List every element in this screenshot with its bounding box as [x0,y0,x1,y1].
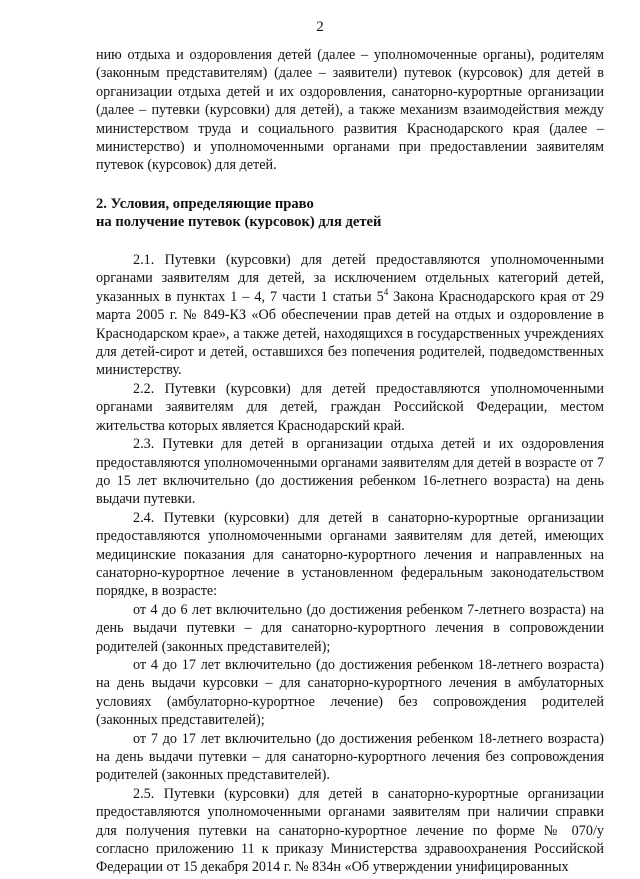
paragraph-2-4-age-range-3: от 7 до 17 лет включительно (до достижения ребенком 18-летнего возраста) на день выдачи путевки – для санаторно-курортного лечения без сопровождения родителей (законных представителей). [96,730,604,784]
paragraph-2-2: 2.2. Путевки (курсовки) для детей предоставляются уполномоченными органами заявителям для детей, граждан Российской Федерации, местом жительства которых является Краснодарский край. [96,380,604,434]
paragraph-2-4-age-range-2: от 4 до 17 лет включительно (до достижения ребенком 18-летнего возраста) на день выдачи курсовки – для санаторно-курортного лечения в амбулаторных условиях (амбулаторно-курортное лечение) без сопровождения родителей (законных представителей); [96,656,604,729]
paragraph-2-1-text-start: 2.1. Путевки (курсовки) для детей предоставляются уполномоченными органами заявителям для детей, за исключением отдельных категорий детей, указанных в пунктах 1 – 4, 7 части 1 статьи 5 [96,252,604,305]
document-body [96,46,604,877]
paragraph-2-1-text-end: Закона Краснодарского края от 29 марта 2005 г. № 849-КЗ «Об обеспечении прав детей на отдых и оздоровление в Краснодарском крае», а также детей, находящихся в государственных учреждениях для детей-сирот и детей, оставшихся без попечения родителей, подведомственных министерству. [96,288,604,379]
page-number: 2 [316,19,324,35]
paragraph-2-4: 2.4. Путевки (курсовки) для детей в санаторно-курортные организации предоставляются уполномоченными органами заявителям для детей, имеющих медицинские показания для санаторно-курортного лечения и направленных на санаторно-курортное лечение в установленном федеральным законодательством порядке, в возрасте: [96,509,604,600]
intro-paragraph: нию отдыха и оздоровления детей (далее – уполномоченные органы), родителям (законным представителям) (далее – заявители) путевок (курсовок) для детей в организации отдыха детей и их оздоровления, санаторно-курортные организации (далее – путевки (курсовки) для детей), а также механизм взаимодействия между министерством труда и социального развития Краснодарского края (далее – министерство) и уполномоченными органами при предоставлении заявителям путевок (курсовок) для детей. [96,47,604,174]
section-heading-line-1: 2. Условия, определяющие право [96,195,314,212]
paragraph-2-1-superscript: 4 [383,286,389,297]
paragraph-2-3: 2.3. Путевки для детей в организации отдыха детей и их оздоровления предоставляются уполномоченными органами заявителям для детей в возрасте от 7 до 15 лет включительно (до достижения ребенком 16-летнего возраста) на день выдачи путевки. [96,436,604,508]
section-heading-line-2: на получение путевок (курсовок) для детей [96,214,382,231]
paragraph-2-5: 2.5. Путевки (курсовки) для детей в санаторно-курортные организации предоставляются уполномоченными органами заявителям при наличии справки для получения путевки на санаторно-курортное лечение по форме № 070/у согласно приложению 11 к приказу Министерства здравоохранения Российской Федерации от 15 декабря 2014 г. № 834н «Об утверждении унифицированных [96,785,604,876]
paragraph-2-4-age-range-1: от 4 до 6 лет включительно (до достижения ребенком 7-летнего возраста) на день выдачи путевки – для санаторно-курортного лечения в сопровождении родителей (законных представителей); [96,601,604,655]
section-heading [96,195,604,232]
paragraph-2-1 [96,251,604,380]
